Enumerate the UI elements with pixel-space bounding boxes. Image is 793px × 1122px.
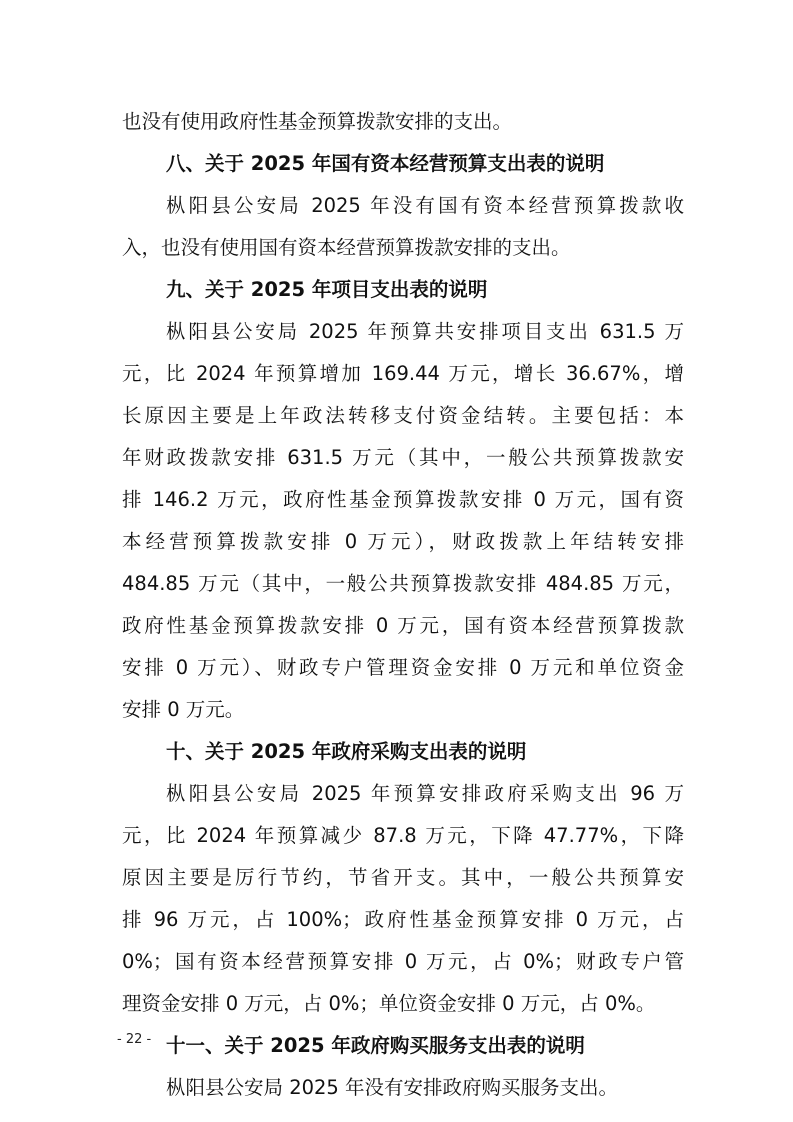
section-heading-11: 十一、关于 2025 年政府购买服务支出表的说明: [166, 1034, 585, 1057]
body-line: 枞阳县公安局 2025 年没有安排政府购买服务支出。: [166, 1076, 619, 1099]
section-heading-10: 十、关于 2025 年政府采购支出表的说明: [166, 740, 527, 763]
body-line: 元，比 2024 年预算增加 169.44 万元，增长 36.67%，增: [122, 362, 684, 385]
document-body: [122, 101, 684, 1109]
body-line: 0%；国有资本经营预算安排 0 万元，占 0%；财政专户管: [122, 950, 684, 973]
page-number: - 22 -: [117, 1032, 152, 1047]
body-line: 长原因主要是上年政法转移支付资金结转。主要包括：本: [122, 404, 684, 427]
body-line: 安排 0 万元）、财政专户管理资金安排 0 万元和单位资金: [122, 656, 684, 679]
body-line: 484.85 万元（其中，一般公共预算拨款安排 484.85 万元，: [122, 572, 684, 595]
section-heading-9: 九、关于 2025 年项目支出表的说明: [166, 278, 488, 301]
body-line: 元，比 2024 年预算减少 87.8 万元，下降 47.77%，下降: [122, 824, 684, 847]
body-line: 排 96 万元，占 100%；政府性基金预算安排 0 万元，占: [122, 908, 684, 931]
section-heading-8: 八、关于 2025 年国有资本经营预算支出表的说明: [166, 152, 605, 175]
body-line: 排 146.2 万元，政府性基金预算拨款安排 0 万元，国有资: [122, 488, 684, 511]
body-line: 原因主要是厉行节约，节省开支。其中，一般公共预算安: [122, 866, 684, 889]
body-line: 安排 0 万元。: [122, 698, 245, 721]
body-line: 也没有使用政府性基金预算拨款安排的支出。: [122, 110, 513, 133]
body-line: 年财政拨款安排 631.5 万元（其中，一般公共预算拨款安: [122, 446, 684, 469]
body-line: 枞阳县公安局 2025 年预算共安排项目支出 631.5 万: [166, 320, 684, 343]
body-line: 理资金安排 0 万元，占 0%；单位资金安排 0 万元，占 0%。: [122, 992, 656, 1015]
body-line: 枞阳县公安局 2025 年没有国有资本经营预算拨款收: [166, 194, 684, 217]
body-line: 本经营预算拨款安排 0 万元），财政拨款上年结转安排: [122, 530, 684, 553]
body-line: 政府性基金预算拨款安排 0 万元，国有资本经营预算拨款: [122, 614, 684, 637]
body-line: 入，也没有使用国有资本经营预算拨款安排的支出。: [122, 236, 571, 259]
body-line: 枞阳县公安局 2025 年预算安排政府采购支出 96 万: [166, 782, 684, 805]
